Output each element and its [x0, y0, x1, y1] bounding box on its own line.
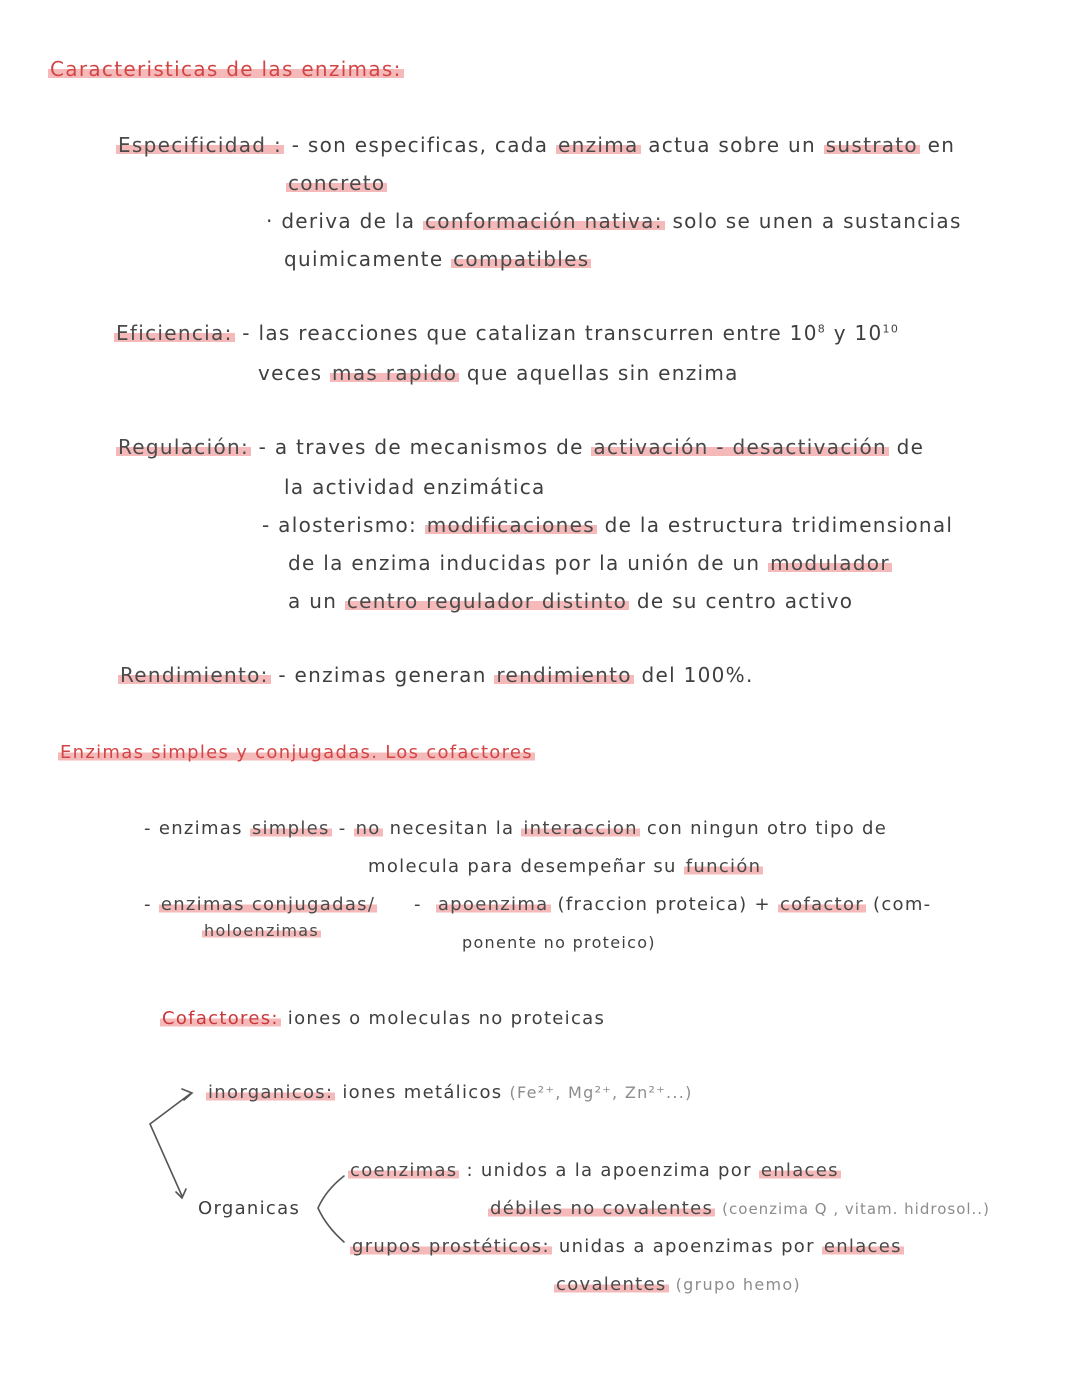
arrowhead-organicas [176, 1189, 186, 1198]
text: : unidos a la apoenzima por [466, 1160, 752, 1181]
highlight-modificaciones: modificaciones [426, 513, 595, 537]
regulacion-line-1 [116, 434, 924, 460]
highlight-cofactor: cofactor [779, 894, 864, 915]
text: · deriva de la [266, 209, 416, 233]
text: - a traves de mecanismos de [258, 435, 584, 459]
text: Organicas [198, 1198, 301, 1219]
highlight-simples: simples [251, 818, 330, 839]
highlight-holoenzimas: holoenzimas [204, 921, 320, 940]
dash: - [144, 894, 152, 915]
eficiencia-line-2 [258, 360, 739, 386]
branch-arrow-lines [150, 1094, 190, 1196]
text: solo se unen a sustancias [672, 209, 962, 233]
cofactores-line [160, 1006, 605, 1032]
term-cofactores: Cofactores: [162, 1008, 279, 1029]
text: a un [288, 589, 338, 613]
eficiencia-line-1 [114, 320, 899, 346]
inorganicos-line [206, 1080, 693, 1106]
text: ponente no proteico) [462, 933, 656, 952]
text: actua sobre un [648, 133, 816, 157]
exponent: 8 [817, 322, 827, 336]
conjugadas-line-1 [414, 892, 931, 918]
highlight-mas-rapido: mas rapido [332, 361, 458, 385]
text: iones metálicos [342, 1082, 503, 1103]
highlight-conformacion: conformación nativa: [425, 209, 663, 233]
simples-line-2 [368, 854, 763, 880]
highlight-activacion: activación - desactivación [593, 435, 887, 459]
highlight-inorganicos: inorganicos: [208, 1082, 334, 1103]
highlight-compatibles: compatibles [453, 247, 590, 271]
term-rendimiento: Rendimiento: [120, 663, 269, 687]
text: - [331, 818, 354, 839]
highlight-debiles: débiles no covalentes [490, 1198, 714, 1219]
text: que aquellas sin enzima [466, 361, 739, 385]
organicas-label [198, 1196, 300, 1222]
highlight-modulador: modulador [770, 551, 890, 575]
examples-inorganicos: (Fe²⁺, Mg²⁺, Zn²⁺...) [509, 1083, 693, 1102]
text: - son especificas, cada [291, 133, 549, 157]
highlight-sustrato: sustrato [825, 133, 918, 157]
title-text: Enzimas simples y conjugadas. Los cofactores [60, 742, 533, 763]
highlight-enzimas-conjugadas: enzimas conjugadas/ [160, 894, 376, 915]
text: y 10 [826, 321, 883, 345]
especificidad-line-4 [284, 246, 591, 272]
text: en [927, 133, 956, 157]
examples-prosteticos: (grupo hemo) [675, 1275, 801, 1294]
text: unidas a apoenzimas por [558, 1236, 815, 1257]
highlight-no: no [355, 818, 381, 839]
term-especificidad: Especificidad : [118, 133, 283, 157]
prosteticos-line-1 [350, 1234, 904, 1260]
highlight-funcion: función [685, 856, 762, 877]
prosteticos-line-2 [554, 1272, 801, 1298]
text: (fraccion proteica) + [557, 894, 771, 915]
simples-line-1 [144, 816, 887, 842]
rendimiento-line-1 [118, 662, 754, 688]
text: - enzimas [144, 818, 243, 839]
term-eficiencia: Eficiencia: [116, 321, 233, 345]
conjugadas-line-2 [462, 930, 656, 956]
highlight-coenzimas: coenzimas [350, 1160, 458, 1181]
especificidad-line-3 [266, 208, 962, 234]
highlight-grupos-prosteticos: grupos prostéticos: [352, 1236, 550, 1257]
exponent: 10 [882, 322, 900, 336]
holoenzimas-label [202, 918, 321, 944]
text: - enzimas generan [278, 663, 487, 687]
text: iones o moleculas no proteicas [287, 1008, 606, 1029]
text: la actividad enzimática [284, 475, 546, 499]
dash: - [414, 894, 422, 915]
highlight-enlaces: enlaces [760, 1160, 839, 1181]
highlight-interaccion: interaccion [523, 818, 638, 839]
text: - alosterismo: [262, 513, 418, 537]
text: quimicamente [284, 247, 444, 271]
term-regulacion: Regulación: [118, 435, 249, 459]
highlight-rendimiento: rendimiento [496, 663, 632, 687]
text: necesitan la [389, 818, 515, 839]
section-title-enzimas-simples [58, 740, 535, 766]
regulacion-line-3 [262, 512, 953, 538]
coenzimas-line-1 [348, 1158, 841, 1184]
coenzimas-line-2 [488, 1196, 990, 1222]
conjugadas-label [144, 892, 377, 918]
highlight-enlaces: enlaces [823, 1236, 902, 1257]
regulacion-line-5 [288, 588, 853, 614]
regulacion-line-2 [284, 474, 546, 500]
text: - las reacciones que catalizan transcurren entre 10 [242, 321, 818, 345]
text: veces [258, 361, 323, 385]
text: de [896, 435, 925, 459]
highlight-apoenzima: apoenzima [437, 894, 549, 915]
examples-coenzimas: (coenzima Q , vitam. hidrosol..) [722, 1200, 990, 1218]
highlight-centro-regulador: centro regulador distinto [346, 589, 628, 613]
highlight-concreto: concreto [288, 171, 386, 195]
especificidad-line-1 [116, 132, 955, 158]
highlight-enzima: enzima [558, 133, 639, 157]
especificidad-line-2 [286, 170, 387, 196]
text: (com- [873, 894, 932, 915]
text: de su centro activo [636, 589, 854, 613]
arrowhead-inorganicos [182, 1089, 192, 1100]
bracket-organicas [318, 1176, 344, 1242]
highlight-covalentes: covalentes [556, 1274, 667, 1295]
section-title-caracteristicas [48, 56, 404, 82]
title-text: Caracteristicas de las enzimas: [50, 57, 402, 81]
text: con ningun otro tipo de [646, 818, 888, 839]
text: molecula para desempeñar su [368, 856, 677, 877]
regulacion-line-4 [288, 550, 892, 576]
text: del 100%. [641, 663, 754, 687]
text: de la estructura tridimensional [604, 513, 954, 537]
text: de la enzima inducidas por la unión de un [288, 551, 761, 575]
